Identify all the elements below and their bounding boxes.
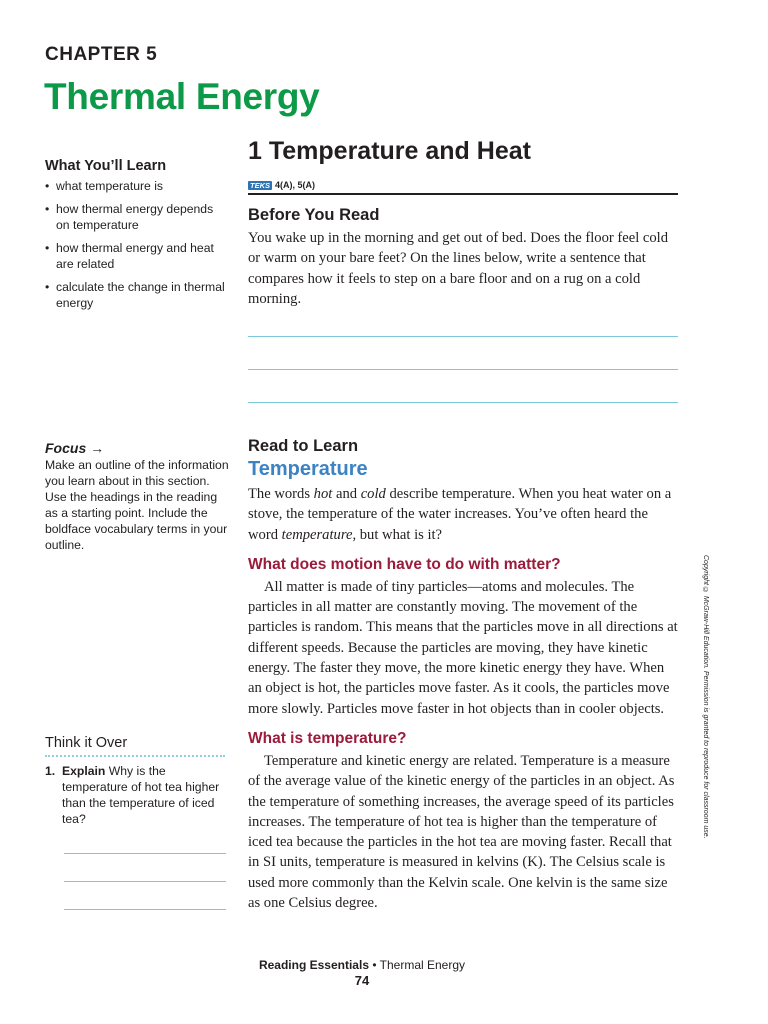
bullet-icon: • [45, 179, 50, 193]
answer-line[interactable] [64, 881, 226, 882]
read-to-learn-section [248, 437, 680, 913]
motion-paragraph: All matter is made of tiny particles—atoms and molecules. The particles in all matter are constantly moving. The movement of the particles is random. This means that the particles move in all directions at different speeds. Because the particles are moving, they have kinetic energy. The faster they move, the more kinetic energy they have. When an object is hot, the particles move faster. As it cools, the particles move more slowly. Particles move faster in hot objects than in cooler objects. [248, 578, 678, 717]
focus-text: Make an outline of the information you learn about in this section. Use the headings in the reading as a starting point. Include the boldface vocabulary terms in your outline. [45, 458, 229, 552]
list-item: • calculate the change in thermal energy [45, 280, 225, 310]
bullet-icon: • [45, 241, 50, 255]
think-heading: Think it Over [45, 735, 225, 757]
copyright-notice: Copyright © McGraw-Hill Education. Permission is granted to reproduce for classroom use. [702, 555, 709, 839]
topic-heading: Temperature [248, 458, 368, 480]
section-divider [248, 193, 678, 195]
footer-chapter: Thermal Energy [379, 958, 466, 972]
answer-line[interactable] [64, 909, 226, 910]
page-number: 74 [354, 973, 370, 988]
answer-line[interactable] [64, 853, 226, 854]
list-item: • how thermal energy depends on temperature [45, 202, 214, 232]
learn-heading: What You’ll Learn [45, 158, 167, 174]
temperature-paragraph: Temperature and kinetic energy are related. Temperature is a measure of the average value of the kinetic energy of the particles in an object. As the temperature of something increases, the average speed of its particles increases. The temperature of hot tea is higher than the temperature of iced tea because the particles in the hot tea are moving faster. Recall that in SI units, temperature is measured in kelvins (K). The Celsius scale is used more commonly than the Kelvin scale. One kelvin is the same size as one Celsius degree. [248, 752, 675, 912]
writing-line[interactable] [248, 369, 678, 370]
learn-box [45, 158, 230, 318]
question-text: Why is the temperature of hot tea higher than the temperature of iced tea? [62, 764, 220, 826]
think-question [45, 763, 230, 827]
bullet-icon: • [45, 202, 50, 216]
teks-standards [248, 180, 315, 190]
teks-badge-icon: TEKS [250, 180, 271, 190]
question-heading: What is temperature? [248, 729, 407, 747]
before-read-heading: Before You Read [248, 206, 380, 224]
footer [0, 958, 724, 972]
footer-separator: • [369, 958, 380, 972]
list-item: • what temperature is [45, 179, 164, 193]
question-heading: What does motion have to do with matter? [248, 555, 561, 573]
section-title: 1 Temperature and Heat [248, 137, 531, 165]
focus-heading: Focus → [45, 440, 105, 456]
think-box [45, 735, 230, 827]
intro-paragraph: The words hot and cold describe temperature. When you heat water on a stove, the temperature of the water increases. You’ve often heard the word temperature, but what is it? [248, 486, 672, 543]
focus-box [45, 440, 230, 553]
before-read-section [248, 206, 680, 309]
bullet-icon: • [45, 280, 50, 294]
before-read-text: You wake up in the morning and get out of bed. Does the floor feel cold or warm on your bare feet? On the lines below, write a sentence that compares how it feels to step on a bare floor and on a rug on a cold morning. [248, 230, 669, 307]
chapter-title: Thermal Energy [44, 76, 320, 117]
teks-codes: 4(A), 5(A) [275, 180, 316, 190]
list-item: • how thermal energy and heat are related [45, 241, 214, 271]
writing-line[interactable] [248, 336, 678, 337]
footer-book: Reading Essentials [258, 958, 369, 972]
question-label: Explain [62, 764, 106, 778]
writing-line[interactable] [248, 402, 678, 403]
read-to-learn-heading: Read to Learn [248, 437, 359, 455]
chapter-label: CHAPTER 5 [45, 44, 158, 65]
question-number: 1. [45, 764, 56, 778]
learn-list [45, 178, 230, 311]
